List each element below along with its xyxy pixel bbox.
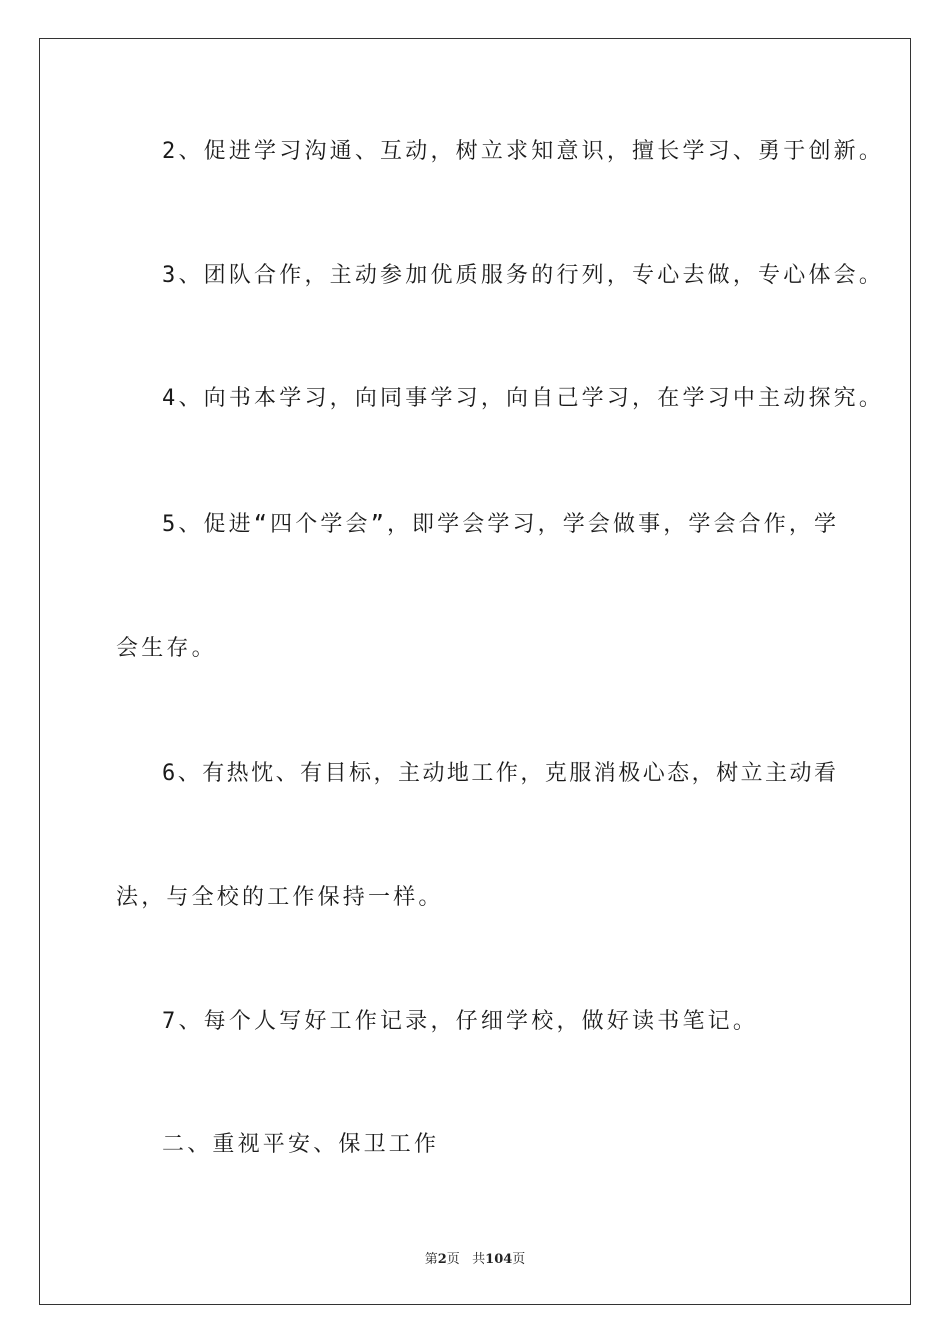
paragraph-6-line-2: 法，与全校的工作保持一样。 xyxy=(116,885,444,910)
section-heading: 二、重视平安、保卫工作 xyxy=(162,1132,440,1157)
paragraph-2: 2、促进学习沟通、互动，树立求知意识，擅长学习、勇于创新。 xyxy=(162,139,885,164)
page-footer xyxy=(0,1248,950,1267)
footer-suffix: 页 xyxy=(512,1252,526,1267)
footer-total-pages: 104 xyxy=(485,1252,513,1267)
paragraph-5-line-2: 会生存。 xyxy=(116,636,217,661)
paragraph-4: 4、向书本学习，向同事学习，向自己学习，在学习中主动探究。 xyxy=(162,386,885,411)
paragraph-7: 7、每个人写好工作记录，仔细学校，做好读书笔记。 xyxy=(162,1009,759,1034)
footer-prefix: 第 xyxy=(424,1252,438,1267)
footer-middle: 页 共 xyxy=(446,1252,486,1267)
page-border xyxy=(39,38,911,1305)
footer-page-number: 2 xyxy=(437,1252,447,1267)
paragraph-6-line-1: 6、有热忱、有目标，主动地工作，克服消极心态，树立主动看 xyxy=(162,761,836,786)
paragraph-5-line-1: 5、促进“四个学会”，即学会学习，学会做事，学会合作，学 xyxy=(162,512,836,537)
paragraph-3: 3、团队合作，主动参加优质服务的行列，专心去做，专心体会。 xyxy=(162,263,885,288)
